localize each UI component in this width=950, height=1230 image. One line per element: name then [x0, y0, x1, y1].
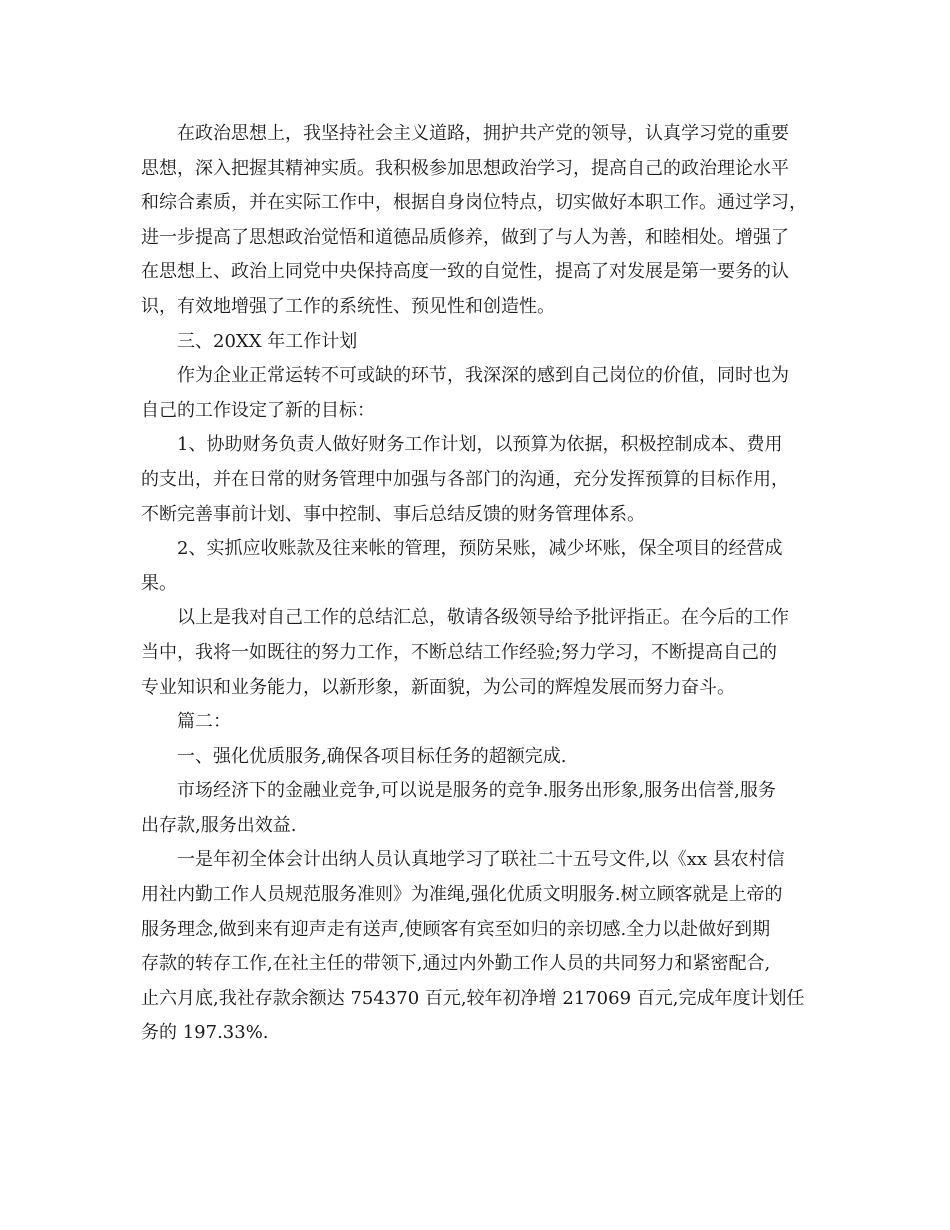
paragraph-conclusion	[141, 601, 821, 705]
text-line: 和综合素质，并在实际工作中，根据自身岗位特点，切实做好本职工作。通过学习，	[141, 192, 807, 214]
text-line: 作为企业正常运转不可或缺的环节，我深深的感到自己岗位的价值，同时也为	[177, 365, 789, 387]
text-line: 用社内勤工作人员规范服务准则》为准绳,强化优质文明服务.树立顾客就是上帝的	[141, 884, 783, 906]
paragraph-deposit-results	[141, 843, 821, 1051]
paragraph-plan-intro	[141, 359, 821, 428]
section-heading-quality-service	[141, 740, 821, 775]
heading-line: 三、20XX 年工作计划	[177, 330, 358, 352]
text-line: 自己的工作设定了新的目标：	[141, 399, 375, 421]
section-heading-part-two	[141, 705, 821, 740]
text-line: 进一步提高了思想政治觉悟和道德品质修养，做到了与人为善，和睦相处。增强了	[141, 226, 789, 248]
text-line: 的支出，并在日常的财务管理中加强与各部门的沟通，充分发挥预算的目标作用，	[141, 468, 789, 490]
text-line: 务的 197.33%.	[141, 1022, 269, 1044]
text-line: 以上是我对自己工作的总结汇总，敬请各级领导给予批评指正。在今后的工作	[177, 607, 789, 629]
heading-line: 篇二：	[177, 711, 231, 733]
text-line: 专业知识和业务能力，以新形象，新面貌，为公司的辉煌发展而努力奋斗。	[141, 676, 735, 698]
text-line: 1、协助财务负责人做好财务工作计划，以预算为依据，积极控制成本、费用	[177, 434, 783, 456]
paragraph-plan-item-2	[141, 532, 821, 601]
text-line: 不断完善事前计划、事中控制、事后总结反馈的财务管理体系。	[141, 503, 645, 525]
text-line: 存款的转存工作,在社主任的带领下,通过内外勤工作人员的共同努力和紧密配合,	[141, 953, 771, 975]
text-line: 服务理念,做到来有迎声走有送声,使顾客有宾至如归的亲切感.全力以赴做好到期	[141, 918, 771, 940]
text-line: 当中，我将一如既往的努力工作，不断总结工作经验;努力学习，不断提高自己的	[141, 641, 778, 663]
paragraph-market-competition	[141, 774, 821, 843]
text-line: 一是年初全体会计出纳人员认真地学习了联社二十五号文件,以《xx 县农村信	[177, 849, 785, 871]
section-heading-work-plan	[141, 325, 821, 360]
text-line: 思想，深入把握其精神实质。我积极参加思想政治学习，提高自己的政治理论水平	[141, 157, 789, 179]
text-line: 果。	[141, 572, 177, 594]
paragraph-political-thought	[141, 117, 821, 325]
text-line: 在政治思想上，我坚持社会主义道路，拥护共产党的领导，认真学习党的重要	[177, 123, 789, 144]
paragraph-plan-item-1	[141, 428, 821, 532]
text-line: 2、实抓应收账款及往来帐的管理，预防呆账，减少坏账，保全项目的经营成	[177, 538, 783, 560]
text-line: 识，有效地增强了工作的系统性、预见性和创造性。	[141, 295, 555, 317]
text-line: 市场经济下的金融业竞争,可以说是服务的竞争.服务出形象,服务出信誉,服务	[177, 780, 776, 802]
text-line: 出存款,服务出效益.	[141, 814, 297, 836]
text-line: 在思想上、政治上同党中央保持高度一致的自觉性，提高了对发展是第一要务的认	[141, 261, 789, 283]
document-body	[141, 117, 821, 1051]
heading-line: 一、强化优质服务,确保各项目标任务的超额完成.	[177, 745, 567, 767]
text-line: 止六月底,我社存款余额达 754370 百元,较年初净增 217069 百元,完成年度计划任	[141, 987, 805, 1009]
